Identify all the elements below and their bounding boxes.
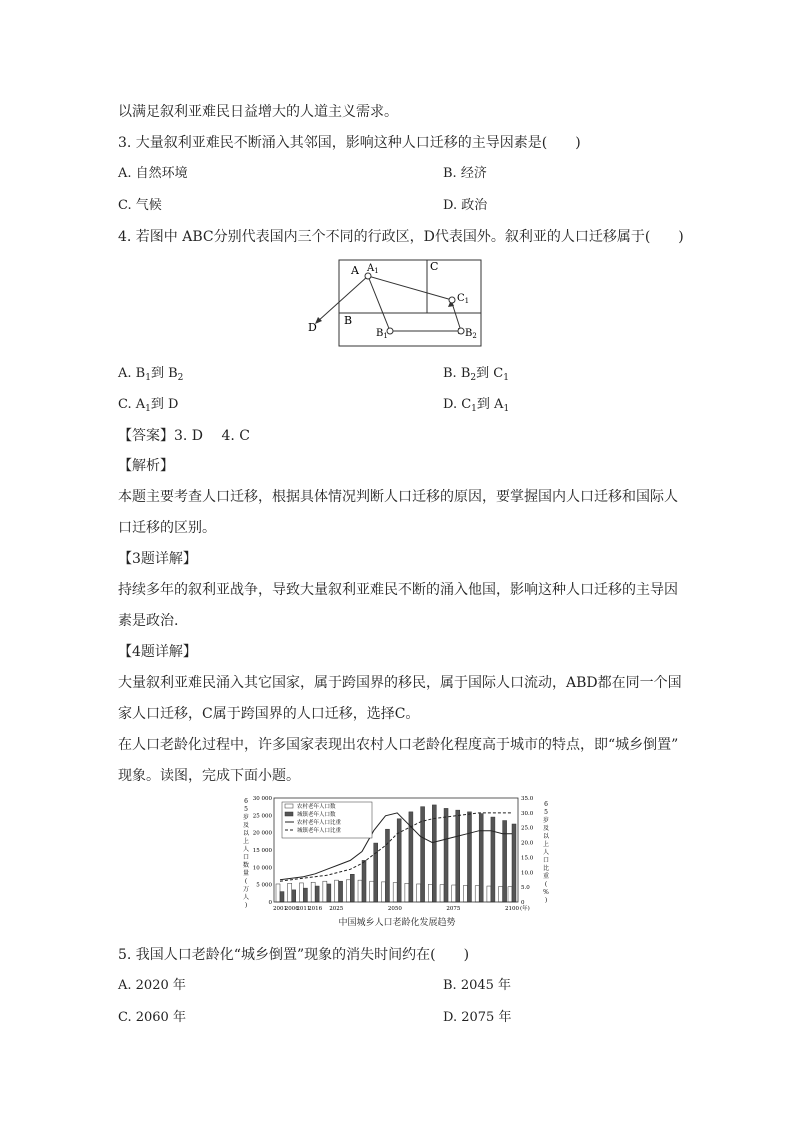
y-left-axis-label-char: 岁 bbox=[242, 814, 250, 821]
bar-rural bbox=[440, 885, 444, 902]
bar-rural bbox=[299, 883, 303, 902]
x-axis-label: (年) bbox=[520, 906, 530, 912]
migration-diagram bbox=[305, 256, 485, 352]
y-right-tick-label: 30.0 bbox=[521, 810, 534, 817]
y-right-tick-label: 5.0 bbox=[521, 885, 530, 892]
label-b1: $B_1$ bbox=[376, 328, 388, 340]
x-tick-label: 2006 bbox=[284, 906, 299, 912]
question-3-stem: 3. 大量叙利亚难民不断涌入其邻国，影响这种人口迁移的主导因素是( ) bbox=[118, 135, 581, 151]
x-tick-label: 2050 bbox=[387, 906, 402, 912]
y-left-axis-label-char: ( bbox=[244, 878, 248, 885]
y-right-axis-label-char: 5 bbox=[544, 809, 548, 816]
y-left-axis-label-char: 5 bbox=[244, 806, 248, 813]
intro-5-line-1: 在人口老龄化过程中，许多国家表现出农村人口老龄化程度高于城市的特点，即“城乡倒置” bbox=[118, 737, 679, 753]
q3-option-d: D. 政治 bbox=[443, 198, 488, 213]
legend-swatch-rural-count bbox=[285, 804, 293, 808]
bar-rural bbox=[417, 884, 421, 902]
q3-option-a: A. 自然环境 bbox=[118, 166, 188, 181]
bar-urban bbox=[432, 805, 436, 902]
bar-rural bbox=[335, 880, 339, 902]
x-tick-label: 2011 bbox=[296, 906, 311, 912]
bar-rural bbox=[487, 886, 491, 902]
bar-urban bbox=[292, 890, 296, 902]
q3-option-c: C. 气候 bbox=[118, 198, 162, 213]
q4-option-a: A. $B_1$到 $B_2$ bbox=[118, 366, 184, 383]
bar-rural bbox=[508, 887, 512, 902]
y-right-tick-label: 35.0 bbox=[521, 796, 534, 802]
y-left-axis-label-char: 6 bbox=[244, 798, 248, 805]
bar-urban bbox=[512, 824, 516, 902]
y-right-tick-label: 20.0 bbox=[521, 840, 534, 847]
y-right-axis-label-char: 口 bbox=[542, 857, 550, 864]
q4-option-c: C. $A_1$到 D bbox=[118, 397, 179, 414]
legend-entry: 农村老年人口数 bbox=[297, 804, 336, 810]
label-d: D bbox=[308, 321, 317, 334]
q3-option-b: B. 经济 bbox=[443, 166, 487, 181]
analysis-line-1: 本题主要考查人口迁移，根据具体情况判断人口迁移的原因，要掌握国内人口迁移和国际人 bbox=[118, 489, 678, 505]
bar-urban bbox=[503, 821, 507, 902]
label-a1: $A_1$ bbox=[367, 263, 379, 275]
y-right-axis-label-char: 6 bbox=[544, 801, 548, 808]
y-left-axis-label-char: 人 bbox=[242, 894, 250, 901]
y-left-axis-label-char: 万 bbox=[242, 886, 250, 893]
detail-4-line-2: 家人口迁移，C属于跨国界的人口迁移，选择C。 bbox=[118, 706, 420, 722]
y-left-tick-label: 15 000 bbox=[252, 848, 272, 854]
bar-rural bbox=[452, 885, 456, 902]
bar-urban bbox=[385, 829, 389, 902]
detail-3-heading: 【3题详解】 bbox=[118, 551, 197, 567]
label-b2: $B_2$ bbox=[465, 328, 477, 340]
y-right-axis-label-char: 以 bbox=[542, 833, 550, 840]
y-right-axis-label-char: 人 bbox=[542, 849, 550, 856]
bar-urban bbox=[491, 817, 495, 902]
bar-urban bbox=[280, 892, 284, 902]
x-tick-label: 2016 bbox=[308, 906, 323, 912]
answer-line: 【答案】3. D 4. C bbox=[118, 428, 251, 444]
y-right-tick-label: 0 bbox=[521, 900, 525, 906]
q5-option-a: A. 2020 年 bbox=[118, 978, 186, 993]
bar-urban bbox=[444, 808, 448, 902]
y-right-axis-label-char: 重 bbox=[542, 873, 550, 880]
bar-rural bbox=[288, 883, 292, 902]
y-right-axis-label-char: 上 bbox=[542, 841, 550, 848]
y-right-tick-label: 15.0 bbox=[521, 855, 534, 862]
analysis-line-2: 口迁移的区别。 bbox=[118, 520, 216, 536]
bar-rural bbox=[358, 880, 362, 902]
y-right-axis-label-char: ) bbox=[544, 897, 548, 904]
y-left-axis-label-char: 上 bbox=[242, 838, 250, 845]
bar-urban bbox=[339, 881, 343, 902]
bar-rural bbox=[405, 883, 409, 902]
y-left-tick-label: 25 000 bbox=[252, 813, 272, 820]
y-left-axis-label-char: 人 bbox=[242, 846, 250, 853]
q5-option-b: B. 2045 年 bbox=[443, 978, 512, 993]
q4-option-b: B. $B_2$到 $C_1$ bbox=[443, 366, 509, 383]
legend-entry: 城镇老年人口数 bbox=[297, 812, 336, 818]
y-right-tick-label: 10.0 bbox=[521, 870, 534, 877]
detail-3-line-2: 素是政治. bbox=[118, 613, 179, 629]
legend-entry: 城镇老年人口比重 bbox=[297, 828, 342, 834]
bar-rural bbox=[276, 884, 280, 902]
y-left-tick-label: 0 bbox=[268, 900, 272, 906]
x-tick-label: 2075 bbox=[446, 906, 461, 912]
y-left-axis-label-char: 量 bbox=[242, 870, 250, 877]
label-b: B bbox=[344, 314, 353, 327]
bar-urban bbox=[327, 884, 331, 902]
q4-option-d: D. $C_1$到 $A_1$ bbox=[443, 397, 510, 414]
x-tick-label: 2100 bbox=[505, 906, 519, 912]
chart-title: 中国城乡人口老龄化发展趋势 bbox=[338, 918, 456, 928]
detail-3-line-1: 持续多年的叙利亚战争，导致大量叙利亚难民不断的涌入他国，影响这种人口迁移的主导因 bbox=[118, 582, 678, 598]
bar-rural bbox=[463, 885, 467, 902]
x-tick-label: 2025 bbox=[329, 906, 344, 912]
bar-urban bbox=[362, 860, 366, 902]
analysis-heading: 【解析】 bbox=[118, 458, 174, 474]
legend-swatch-urban-count bbox=[285, 812, 293, 816]
y-left-tick-label: 5 000 bbox=[256, 882, 272, 889]
intro-5-line-2: 现象。读图，完成下面小题。 bbox=[118, 768, 300, 784]
bar-urban bbox=[397, 819, 401, 902]
bar-rural bbox=[381, 882, 385, 902]
q5-option-d: D. 2075 年 bbox=[443, 1010, 512, 1025]
question-4-stem: 4. 若图中 ABC分别代表国内三个不同的行政区，D代表国外。叙利亚的人口迁移属于( ) bbox=[118, 229, 684, 245]
bar-rural bbox=[311, 882, 315, 902]
y-right-axis-label-char: 及 bbox=[542, 825, 550, 832]
y-left-tick-label: 30 000 bbox=[252, 796, 272, 802]
x-tick-label: 2001 bbox=[273, 906, 287, 912]
y-left-axis-label-char: ) bbox=[244, 902, 248, 909]
bar-urban bbox=[315, 886, 319, 902]
bar-urban bbox=[467, 812, 471, 902]
label-a: A bbox=[351, 264, 359, 277]
y-left-tick-label: 10 000 bbox=[252, 865, 272, 872]
y-right-axis-label-char: ( bbox=[544, 881, 548, 888]
y-right-axis-label-char: % bbox=[543, 889, 549, 896]
bar-urban bbox=[456, 810, 460, 902]
y-left-tick-label: 20 000 bbox=[252, 830, 272, 837]
bar-urban bbox=[350, 874, 354, 902]
bar-rural bbox=[499, 886, 503, 902]
intro-text: 以满足叙利亚难民日益增大的人道主义需求。 bbox=[118, 104, 398, 120]
q5-option-c: C. 2060 年 bbox=[118, 1010, 186, 1025]
label-c1: $C_1$ bbox=[457, 293, 470, 305]
y-right-tick-label: 25.0 bbox=[521, 825, 534, 832]
y-right-axis-label-char: 比 bbox=[542, 865, 550, 872]
y-left-axis-label-char: 口 bbox=[242, 854, 250, 861]
question-5-stem: 5. 我国人口老龄化“城乡倒置”现象的消失时间约在( ) bbox=[118, 947, 470, 963]
y-left-axis-label-char: 数 bbox=[242, 862, 250, 869]
label-c: C bbox=[430, 260, 439, 273]
bar-rural bbox=[428, 884, 432, 902]
bar-rural bbox=[370, 881, 374, 902]
bar-rural bbox=[323, 881, 327, 902]
bar-rural bbox=[475, 886, 479, 902]
bar-urban bbox=[374, 843, 378, 902]
detail-4-line-1: 大量叙利亚难民涌入其它国家，属于跨国界的移民，属于国际人口流动，ABD都在同一个国 bbox=[118, 675, 682, 691]
detail-4-heading: 【4题详解】 bbox=[118, 644, 197, 660]
aging-trend-chart bbox=[238, 794, 554, 914]
y-right-axis-label-char: 岁 bbox=[542, 817, 550, 824]
bar-rural bbox=[346, 880, 350, 902]
bar-urban bbox=[303, 888, 307, 902]
bar-rural bbox=[393, 883, 397, 902]
bar-urban bbox=[479, 814, 483, 902]
y-left-axis-label-char: 以 bbox=[242, 830, 250, 837]
y-left-axis-label-char: 及 bbox=[242, 822, 250, 829]
legend-entry: 农村老年人口比重 bbox=[297, 820, 342, 826]
